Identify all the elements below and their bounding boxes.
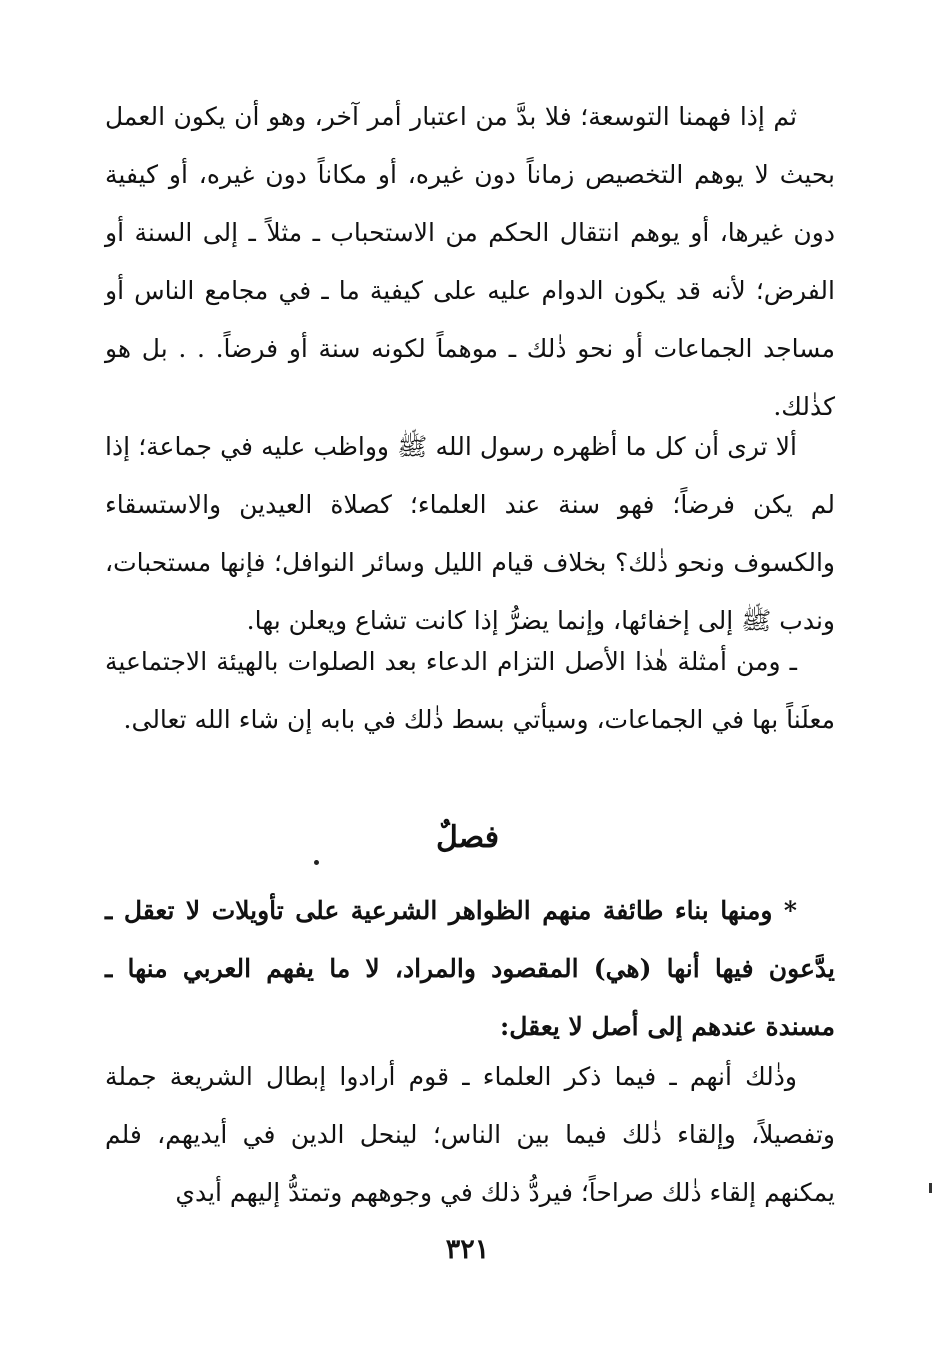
section-heading: فصلٌ [435, 820, 500, 855]
section-intro-bold: * ومنها بناء طائفة منهم الظواهر الشرعية على تأويلات لا تعقل ـ يدَّعون فيها أنها (هي) المقصود والمراد، لا ما يفهم العربي منها ـ مسندة عندهم إلى أصل لا يعقل: [105, 896, 835, 1041]
paragraph-dua-example: ـ ومن أمثلة هٰذا الأصل التزام الدعاء بعد الصلوات بالهيئة الاجتماعية معلَناً بها في الجماعات، وسيأتي بسط ذٰلك في بابه إن شاء الله تعالى. [105, 647, 835, 734]
scan-edge-mark [929, 1183, 932, 1193]
page-number: ٣٢١ [445, 1234, 490, 1265]
section-body-paragraph: وذٰلك أنهم ـ فيما ذكر العلماء ـ قوم أرادوا إبطال الشريعة جملة وتفصيلاً، وإلقاء ذٰلك فيما بين الناس؛ لينحل الدين في أيديهم، فلم يمكنهم إلقاء ذٰلك صراحاً؛ فيردُّ ذلك في وجوههم وتمتدُّ إليهم أيدي [105, 1062, 835, 1207]
paragraph-sunnah-examples: ألا ترى أن كل ما أظهره رسول الله ﷺ وواظب عليه في جماعة؛ إذا لم يكن فرضاً؛ فهو سنة عند العلماء؛ كصلاة العيدين والاستسقاء والكسوف ونحو ذٰلك؟ بخلاف قيام الليل وسائر النوافل؛ فإنها مستحبات، وندب ﷺ إلى إخفائها، وإنما يضرُّ إذا كانت تشاع ويعلن بها. [105, 432, 835, 635]
paragraph-tawassua: ثم إذا فهمنا التوسعة؛ فلا بدَّ من اعتبار أمر آخر، وهو أن يكون العمل بحيث لا يوهم التخصيص زماناً دون غيره، أو مكاناً دون غيره، أو كيفية دون غيرها، أو يوهم انتقال الحكم من الاستحباب ـ مثلاً ـ إلى السنة أو الفرض؛ لأنه قد يكون الدوام عليه على كيفية ما ـ في مجامع الناس أو مساجد الجماعات أو نحو ذٰلك ـ موهماً لكونه سنة أو فرضاً. . . بل هو كذٰلك. [105, 102, 835, 421]
ink-dot [314, 860, 319, 865]
